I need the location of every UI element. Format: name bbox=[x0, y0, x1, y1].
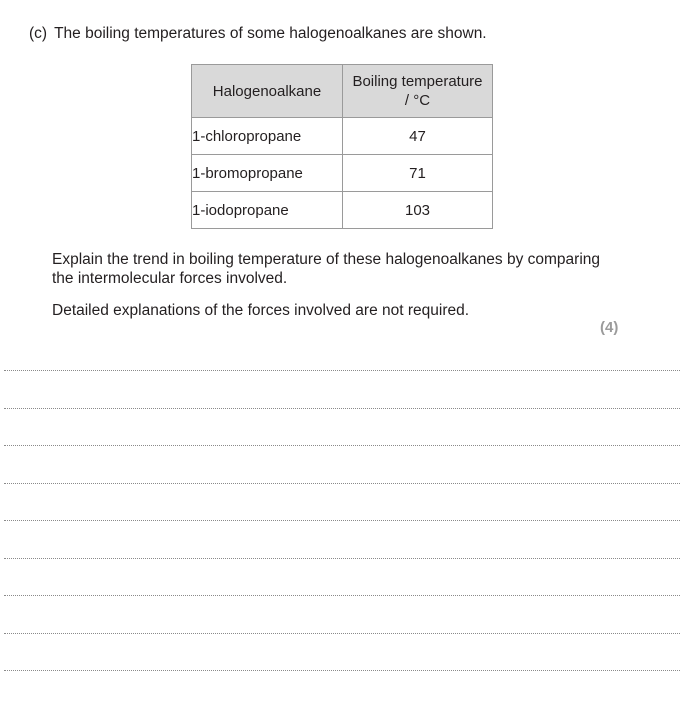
header-boiling-temperature-unit: / °C bbox=[404, 92, 431, 109]
answer-line[interactable] bbox=[4, 633, 680, 634]
table-row bbox=[192, 155, 493, 192]
table-row bbox=[192, 118, 493, 155]
header-halogenoalkane: Halogenoalkane bbox=[192, 65, 343, 118]
boiling-temperature-table bbox=[191, 64, 493, 229]
header-boiling-temperature bbox=[343, 65, 493, 118]
boiling-temperature-value: 47 bbox=[343, 118, 493, 155]
answer-line[interactable] bbox=[4, 520, 680, 521]
boiling-temperature-value: 103 bbox=[343, 192, 493, 229]
question-intro bbox=[29, 25, 487, 43]
answer-line[interactable] bbox=[4, 408, 680, 409]
marks-label: (4) bbox=[600, 319, 619, 336]
table-header-row bbox=[192, 65, 493, 118]
explain-prompt: Explain the trend in boiling temperature of these halogenoalkanes by comparing the intermolecular forces involved. bbox=[52, 251, 601, 287]
answer-line[interactable] bbox=[4, 445, 680, 446]
answer-line[interactable] bbox=[4, 370, 680, 371]
answer-line[interactable] bbox=[4, 670, 680, 671]
question-intro-text: The boiling temperatures of some halogenoalkanes are shown. bbox=[54, 25, 487, 42]
question-part-label: (c) bbox=[29, 25, 48, 42]
answer-line[interactable] bbox=[4, 483, 680, 484]
halogenoalkane-name: 1-iodopropane bbox=[192, 192, 343, 229]
boiling-temperature-value: 71 bbox=[343, 155, 493, 192]
answer-line[interactable] bbox=[4, 558, 680, 559]
header-boiling-temperature-label: Boiling temperature bbox=[352, 73, 483, 90]
halogenoalkane-name: 1-chloropropane bbox=[192, 118, 343, 155]
table-row bbox=[192, 192, 493, 229]
halogenoalkane-name: 1-bromopropane bbox=[192, 155, 343, 192]
answer-line[interactable] bbox=[4, 595, 680, 596]
detail-note: Detailed explanations of the forces involved are not required. bbox=[52, 302, 470, 319]
